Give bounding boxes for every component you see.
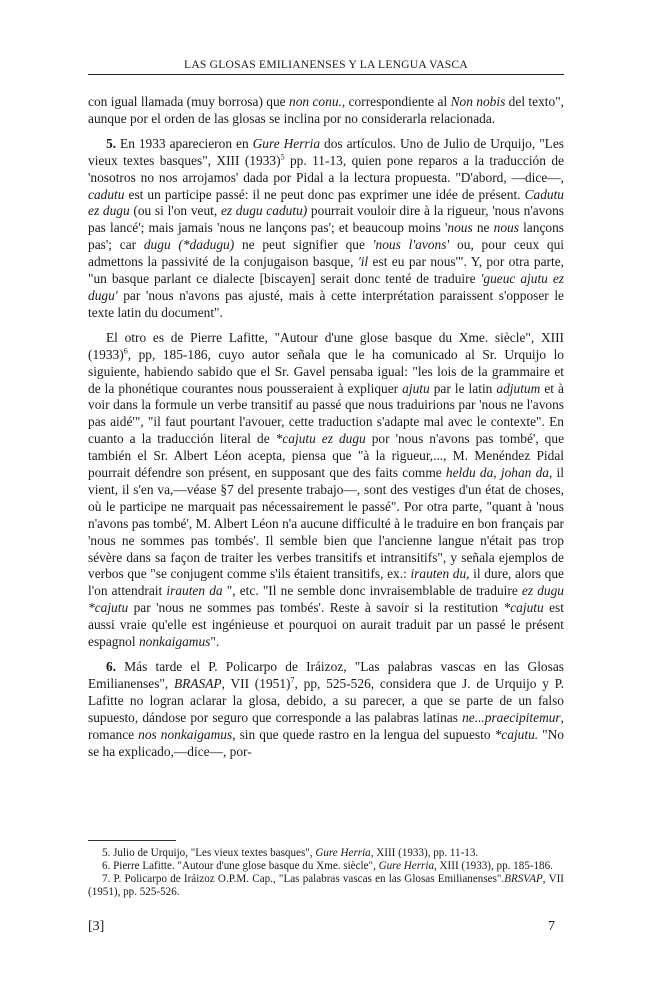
text-run: , pp, 185-186, cuyo autor señala que le ha comunicado al Sr. Urquijo lo siguiente, habiendo sabido que el Sr. Gavel pensaba igual: "les lois de la grammaire et de la phonétique courantes nous pousseraient à expliquer <box>88 346 564 396</box>
italic-run: dugu (*dadugu) <box>143 237 235 253</box>
text-run: por 'nous n'avons pas tombé', que también el Sr. Albert Léon acepta, piensa que "à la rigueur,..., M. Menéndez Pidal pourrait défendre son présent, en supposant que des faits comme <box>88 431 565 481</box>
italic-run: Gure Herria <box>378 860 434 873</box>
text-run: En 1933 aparecieron en <box>116 135 253 151</box>
paragraph-section-5 <box>88 136 564 322</box>
italic-run: nous <box>447 220 473 236</box>
text-run: , sin que quede rastro en la lengua del supuesto <box>232 726 495 742</box>
italic-run: 'il <box>357 254 369 270</box>
text-run: pp. 11-13, quien pone reparos a la traducción de 'nosotros no nos arrojamos' dada por Pidal a la lectura propuesta. "D'abord, —dice—, <box>88 152 564 185</box>
text-run: , correspondiente al <box>341 94 451 109</box>
footnote-ref: 7 <box>290 675 295 685</box>
italic-run: heldu da, johan da, <box>445 465 553 481</box>
text-run: par le latin <box>429 380 497 396</box>
footnote-ref: 5 <box>280 152 285 162</box>
italic-run: *cajutu. <box>494 726 539 742</box>
italic-run: Cadutu ez dugu <box>88 186 564 219</box>
text-run: , romance <box>88 709 564 742</box>
page-marker: [3] <box>88 919 105 934</box>
text-run: ". <box>210 634 220 650</box>
text-run: 6. Pierre Lafitte. "Autour d'une glose basque du Xme. siècle", <box>102 860 379 873</box>
body-text <box>88 94 564 760</box>
text-run: dos artículos. Uno de Julio de Urquijo, "Les vieux textes basques", XIII (1933) <box>88 135 564 168</box>
italic-run: cadutu <box>88 186 125 202</box>
footnote-rule <box>88 840 176 841</box>
italic-run: ne...praecipitemur <box>462 709 561 725</box>
italic-run: 'nous l'avons' <box>372 237 450 253</box>
italic-run: irauten du, <box>410 566 470 582</box>
text-run: del texto", aunque por el orden de las glosas se inclina por no considerarla relacionada. <box>88 94 565 126</box>
text-run: (ou si l'on veut, <box>129 203 221 219</box>
italic-run: non conu. <box>289 94 342 109</box>
text-run: 5. Julio de Urquijo, "Les vieux textes basques", <box>102 847 316 859</box>
text-run: ne <box>472 220 494 236</box>
italic-run: Gure Herria <box>252 135 321 151</box>
text-run: , VII (1951) <box>221 675 291 691</box>
text-run: est eu par nous'". Y, por otra parte, "un basque parlant ce dialecte [biscayen] serait donc tenté de traduire <box>88 254 564 287</box>
footnote-6 <box>88 860 564 873</box>
footnote-ref: 6 <box>123 346 128 356</box>
footnote-5 <box>88 847 564 860</box>
text-run: 7. P. Policarpo de Iráizoz O.P.M. Cap., "Las palabras vascas en las Glosas Emilianenses". <box>102 873 505 886</box>
italic-run: ez dugu *cajutu <box>88 583 565 616</box>
text-run: est un participe passé: il ne peut donc pas exprimer une idée de présent. <box>124 186 525 202</box>
italic-run: nonkaigamus <box>138 634 211 650</box>
italic-run: nos nonkaigamus <box>138 726 233 742</box>
footnote-7 <box>88 873 564 899</box>
running-head: LAS GLOSAS EMILIANENSES Y LA LENGUA VASCA <box>184 58 468 71</box>
italic-run: ez dugu cadutu) <box>220 203 308 219</box>
text-run: con igual llamada (muy borrosa) que <box>88 94 290 109</box>
italic-run: *cajutu <box>503 600 544 616</box>
section-number: 5. <box>106 135 117 151</box>
text-run: est aussi vraie qu'elle est ingénieuse et pourquoi on aurait traduit par un passé le présent espagnol <box>88 600 564 650</box>
italic-run: Gure Herria <box>315 847 371 859</box>
paragraph-lafitte <box>88 330 564 651</box>
header-rule <box>88 74 564 75</box>
text-run: ne peut signifier que <box>234 237 373 253</box>
text-run: il dure, alors que l'on attendrait <box>88 566 564 599</box>
text-run: il vient, il s'en va,—véase §7 del presente trabajo—, sont des vestiges d'un état de choses, où le participe ne marquait pas nécessairement le passé". Por otra parte, "quant à 'nous n'avons pas tombé', M. Albert Léon n'a aucune difficulté à le traduire en bon français par 'nous ne sommes pas tombés'. Il semble bien que l'ancienne langue n'était pas trop sévère dans sa façon de traiter les verbes transitifs et intransitifs", y señala ejemplos de verbos que "se conjugent comme s'ils étaient transitifs, ex.: <box>88 465 564 582</box>
page-number: 7 <box>548 919 555 934</box>
text-run: "No se ha explicado,—dice—, por- <box>88 726 564 759</box>
italic-run: irauten da <box>166 583 223 599</box>
italic-run: 'gueuc ajutu ez dugu' <box>88 271 564 303</box>
text-run: et à voir dans la formule un verbe transitif au passé que nous traduirions par 'nous ne l'avons pas aidé'", "il faut pourtant l'avouer, cette traduction s'adapte mal avec le contexte". En cuanto a la traducción literal de <box>88 380 564 447</box>
footnotes <box>88 847 564 899</box>
text-run: par 'nous ne sommes pas tombés'. Reste à savoir si la restitution <box>128 600 504 616</box>
paragraph-continuation <box>88 94 564 128</box>
paragraph-section-6 <box>88 659 564 760</box>
italic-run: BRSVAP <box>504 873 543 886</box>
text-run: ", etc. "Il ne semble donc invraisemblable de traduire <box>222 583 522 599</box>
italic-run: BRASAP <box>173 675 222 691</box>
section-number: 6. <box>106 659 117 674</box>
text-run: El otro es de Pierre Lafitte, "Autour d'une glose basque du Xme. siècle", XIII (1933) <box>88 329 564 362</box>
text-run: , VII (1951), pp. 525-526. <box>88 873 564 899</box>
italic-run: nous <box>493 220 519 236</box>
text-run: lançons pas'; car <box>88 220 564 253</box>
italic-run: *cajutu ez dugu <box>275 431 366 447</box>
text-run: par 'nous n'avons pas ajusté, mais à cette interprétation paraissent s'opposer le texte latin du document". <box>88 287 564 320</box>
text-run: , pp, 525-526, considera que J. de Urquijo y P. Lafitte no logran aclarar la glosa, debido, a su parecer, a que se parte de un falso supuesto, dándose por seguro que corresponde a las palabras latinas <box>88 675 564 725</box>
text-run: pourrait vouloir dire à la rigueur, 'nous n'avons pas lancé'; mais jamais 'nous ne lançons pas'; et beaucoup moins ' <box>88 203 564 236</box>
italic-run: Non nobis <box>450 94 506 109</box>
text-run: Más tarde el P. Policarpo de Iráizoz, "Las palabras vascas en las Glosas Emilianenses", <box>88 659 564 691</box>
text-run: , XIII (1933), pp. 11-13. <box>370 847 479 859</box>
italic-run: adjutum <box>496 380 541 396</box>
text-run: , XIII (1933), pp. 185-186. <box>434 860 553 873</box>
italic-run: ajutu <box>402 380 430 396</box>
text-run: ou, pour ceux qui admettons la passivité de la conjugaison basque, <box>88 237 565 270</box>
